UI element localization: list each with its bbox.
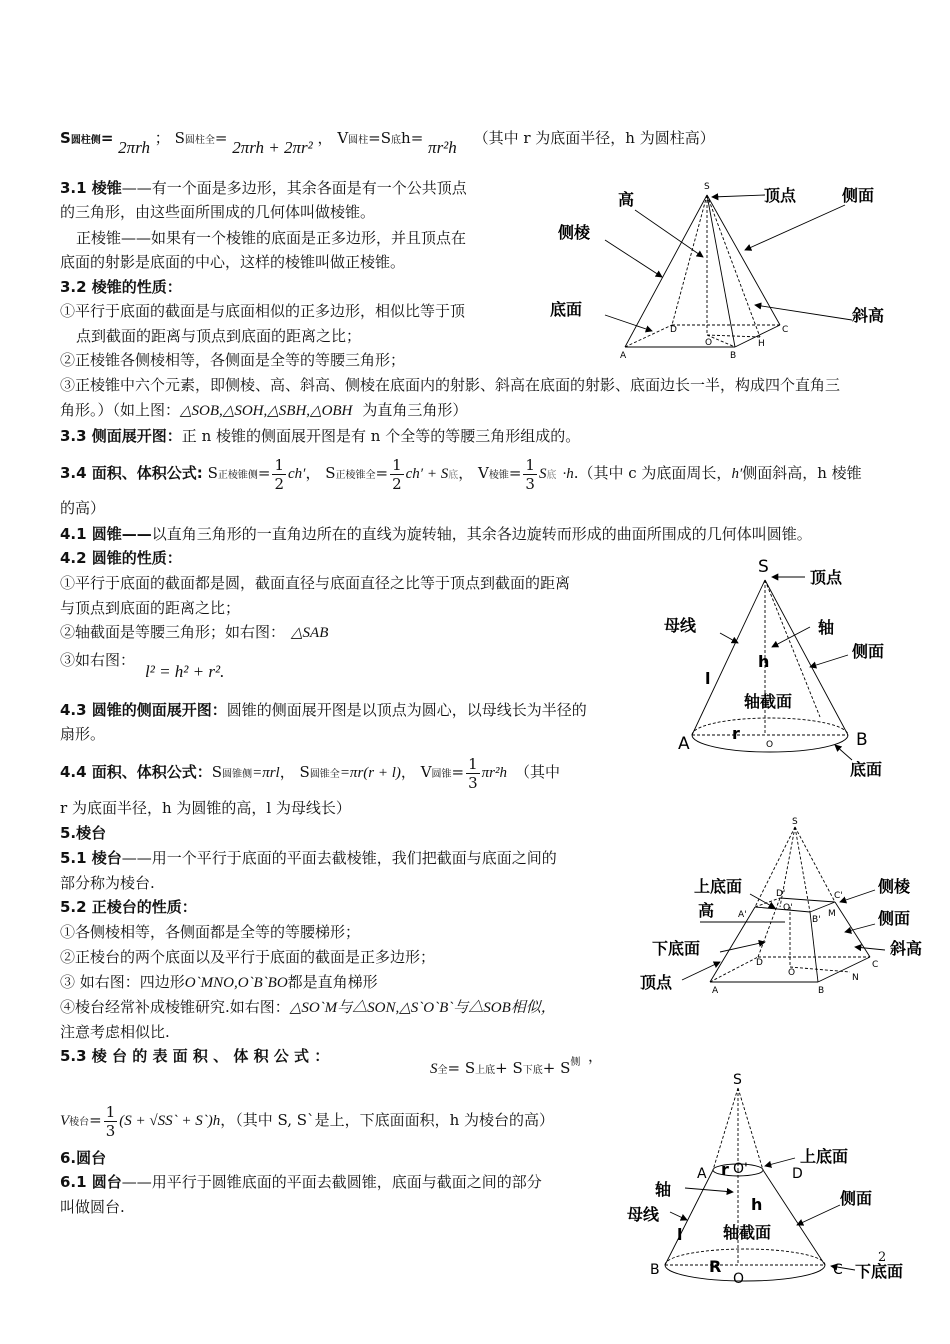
label-lateral-face: 侧面	[852, 642, 885, 661]
s44-v-sub: 圆锥	[431, 769, 452, 780]
frac-num: 1	[525, 455, 535, 474]
s41-title: 4.1 圆锥——	[60, 525, 152, 543]
s34-ch2: ch′ + S	[405, 466, 449, 482]
label-Ap: A'	[738, 910, 747, 920]
v-value: πr²h	[428, 138, 457, 157]
f-plus: + S	[495, 1059, 523, 1077]
eq-sign: =	[89, 1111, 102, 1129]
label-l: l	[677, 1225, 683, 1244]
cylinder-note: （其中 r 为底面半径，h 为圆柱高）	[473, 129, 715, 147]
s43-title: 4.3 圆锥的侧面展开图：	[60, 701, 227, 719]
label-H: H	[758, 339, 765, 349]
separator: ，	[317, 129, 333, 147]
fraction-third	[466, 755, 480, 792]
f-plus2: + S	[542, 1059, 571, 1077]
separator: ，	[400, 763, 416, 781]
label-B: B	[730, 351, 737, 361]
label-lateral-face: 侧面	[842, 186, 875, 205]
f-s: S	[430, 1061, 438, 1077]
label-C: C	[872, 960, 879, 970]
label-A: A	[678, 734, 690, 754]
label-A: A	[712, 986, 719, 996]
s32-p2: ②正棱锥各侧棱相等，各侧面是全等的等腰三角形；	[60, 351, 406, 369]
s-all-value: 2πrh + 2πr²	[232, 138, 313, 157]
s43-text1: 圆锥的侧面展开图是以顶点为圆心，以母线长为半径的	[226, 701, 587, 719]
label-Cp: C'	[834, 891, 843, 901]
fraction-third	[523, 456, 537, 493]
s52-p3-math: O`MNO,O`B`BO	[184, 975, 288, 991]
label-Op: O'	[733, 1161, 748, 1177]
s44-s2: S	[299, 763, 310, 781]
label-r: r	[732, 724, 740, 743]
s61-line1	[60, 1172, 542, 1192]
label-O: O	[733, 1271, 745, 1287]
s44-s1-sub: 圆锥侧	[222, 769, 253, 780]
s34-v-sub: 棱锥	[488, 470, 509, 481]
frac-num: 1	[392, 455, 402, 474]
s34-s2-sub2: 底	[448, 470, 459, 481]
label-base: 底面	[850, 760, 883, 779]
v-body: (S + √SS` + S`)h	[119, 1113, 221, 1129]
label-height: 高	[698, 901, 715, 920]
s42-p1a: ①平行于底面的截面都是圆，截面直径与底面直径之比等于顶点到截面的距离	[60, 574, 571, 592]
separator: ；	[154, 129, 170, 147]
label-A: A	[697, 1166, 707, 1182]
label-r: r	[721, 1160, 729, 1179]
s31-title: 3.1 棱锥	[60, 179, 122, 197]
label-C: C	[782, 325, 789, 335]
s61-title: 6.1 圆台	[60, 1173, 122, 1191]
s33-text: 正 n 棱锥的侧面展开图是有 n 个全等的等腰三角形组成的。	[181, 427, 581, 445]
f-s-sub: 全	[437, 1065, 448, 1076]
s52-p3-post: 都是直角梯形	[287, 973, 378, 991]
s32-p3b-math: △SOB,△SOH,△SBH,△OBH	[180, 403, 353, 419]
frac-num: 1	[105, 1102, 116, 1121]
s32-p3a: ③正棱锥中六个元素，即侧棱、高、斜高、侧棱在底面内的射影、斜高在底面的射影、底面边长一半，构成四个直角三	[60, 376, 841, 394]
s61-text1: ——用平行于圆锥底面的平面去截圆锥，底面与截面之间的部分	[121, 1173, 542, 1191]
label-S: S	[758, 557, 769, 577]
s53-comma: ，	[588, 1047, 604, 1065]
fraction-half	[390, 456, 404, 493]
s44-s1: S	[211, 763, 223, 781]
f-s1: 上底	[475, 1065, 496, 1076]
s34-tail3: 的高）	[60, 499, 106, 517]
s33-title: 3.3 侧面展开图：	[60, 427, 182, 445]
label-axis: 轴	[818, 618, 835, 637]
s34-tail2: 侧面斜高，h 棱锥	[742, 464, 862, 482]
s-all-label: S	[174, 129, 185, 147]
s31-text1: ——有一个面是多边形，其余各面是有一个公共顶点	[121, 179, 467, 197]
s5-title: 5.棱台	[60, 824, 107, 842]
s34-s1: S	[207, 464, 218, 482]
s44-s2-sub: 圆锥全	[309, 769, 340, 780]
separator: ，	[458, 464, 474, 482]
s52-p4-pre: ④棱台经常补成棱锥研究.如右图：	[60, 998, 290, 1016]
s34-line	[60, 454, 862, 495]
s32-title: 3.2 棱锥的性质：	[60, 278, 182, 296]
eq-sign: =	[257, 464, 271, 482]
label-R: R	[709, 1257, 722, 1276]
label-A: A	[620, 351, 627, 361]
label-generatrix: 母线	[627, 1205, 660, 1224]
s33-line	[60, 426, 580, 446]
s53-volume-formula	[60, 1100, 554, 1143]
s34-v: V	[478, 464, 489, 482]
eq-sign: =	[451, 763, 465, 781]
f-s3: 侧	[570, 1057, 581, 1068]
v-note: ，（其中 S, S`是上，下底面面积，h 为棱台的高）	[220, 1111, 555, 1129]
s42-p2: ②轴截面是等腰三角形；如右图：	[60, 623, 286, 641]
s51-text2: 部分称为棱台.	[60, 874, 155, 892]
fraction-half	[272, 456, 286, 493]
label-B: B	[856, 730, 868, 750]
s52-p2: ②正棱台的两个底面以及平行于底面的截面是正多边形；	[60, 948, 436, 966]
frac-num: 1	[274, 455, 284, 474]
s31-text2: 的三角形，由这些面所围成的几何体叫做棱锥。	[60, 203, 376, 221]
s44-line2: r 为底面半径，h 为圆锥的高，l 为母线长）	[60, 799, 351, 817]
s44-s1-val: =πrl	[252, 765, 280, 781]
s42-p2-math: △SAB	[291, 625, 329, 641]
v-v: V	[60, 1113, 70, 1129]
label-vertex: 顶点	[640, 973, 673, 992]
v-sub2: 底	[391, 135, 402, 146]
s6-title: 6.圆台	[60, 1149, 107, 1167]
s34-s1-sub: 正棱锥侧	[217, 470, 258, 481]
s42-p1b: 与顶点到底面的距离之比；	[60, 599, 241, 617]
s52-p4b: 注意考虑相似比.	[60, 1023, 170, 1041]
s41-text: 以直角三角形的一直角边所在的直线为旋转轴，其余各边旋转而形成的曲面所围成的几何体叫圆锥。	[151, 525, 812, 543]
eq-sign: =	[214, 129, 228, 147]
s52-p4-math: △SO`M与△SON,△S`O`B`与△SOB相似，	[289, 1000, 556, 1016]
label-upper-base: 上底面	[694, 877, 743, 896]
s53-title: 5.3 棱 台 的 表 面 积 、 体 积 公 式 ：	[60, 1047, 330, 1065]
s52-p1: ①各侧棱相等，各侧面都是全等的等腰梯形；	[60, 923, 361, 941]
s51-title: 5.1 棱台	[60, 849, 122, 867]
label-base: 底面	[550, 300, 583, 319]
v-sub: 棱台	[69, 1117, 90, 1128]
frac-den: 3	[468, 773, 478, 792]
s44-tail: （其中	[515, 763, 561, 781]
s-side-label: S	[60, 129, 71, 147]
label-B: B	[650, 1262, 660, 1278]
label-l: l	[705, 669, 711, 688]
s44-v: V	[420, 763, 432, 781]
s34-title: 3.4 面积、体积公式:	[60, 464, 203, 482]
label-axial-section: 轴截面	[723, 1223, 772, 1242]
label-h: h	[751, 1195, 763, 1214]
s-side-sub: 圆柱侧	[70, 135, 101, 146]
s34-hp: h′	[731, 466, 743, 482]
label-S: S	[733, 1072, 742, 1088]
label-axis: 轴	[655, 1180, 672, 1199]
s34-tail: .（其中 c 为底面周长，	[573, 464, 732, 482]
label-O: O	[766, 740, 774, 750]
frac-den: 3	[525, 474, 535, 493]
label-slant-height: 斜高	[890, 939, 923, 958]
s51-line1	[60, 848, 557, 868]
s44-title: 4.4 面积、体积公式：	[60, 763, 212, 781]
s41-line	[60, 524, 812, 544]
v-sub: 圆柱	[348, 135, 369, 146]
s42-p3-math: l² = h² + r².	[145, 662, 225, 681]
label-height: 高	[618, 190, 635, 209]
s44-line	[60, 752, 560, 795]
s32-p1a: ①平行于底面的截面是与底面相似的正多边形，相似比等于顶	[60, 302, 466, 320]
frac-den: 2	[274, 474, 284, 493]
cylinder-formula-line	[60, 128, 715, 157]
label-lateral-face: 侧面	[840, 1189, 873, 1208]
separator: ，	[305, 464, 321, 482]
label-B: B	[818, 986, 825, 996]
page-number: 2	[878, 1250, 887, 1265]
label-Bp: B'	[812, 915, 821, 925]
eq-sign: =	[375, 464, 389, 482]
pyramid-figure	[540, 175, 910, 370]
label-Op: O'	[783, 903, 793, 913]
eq-sign: =	[100, 129, 114, 147]
s32-p3b-pre: 角形。）（如上图：	[60, 401, 181, 419]
label-O: O	[788, 968, 796, 978]
s32-p3b	[60, 400, 467, 421]
label-slant-height: 斜高	[852, 306, 885, 325]
eq-sign: =	[508, 464, 522, 482]
s31-line1	[60, 178, 467, 198]
s32-p1b: 点到截面的距离与顶点到底面的距离之比；	[76, 327, 362, 345]
f-s2: 下底	[522, 1065, 543, 1076]
separator: ，	[279, 763, 295, 781]
fraction-third	[104, 1103, 118, 1140]
s61-text2: 叫做圆台.	[60, 1198, 125, 1216]
s44-v-val: πr²h	[481, 765, 508, 781]
s42-title: 4.2 圆锥的性质：	[60, 549, 182, 567]
label-generatrix: 母线	[664, 616, 697, 635]
v-h: h=	[401, 129, 424, 147]
label-D: D	[756, 958, 763, 968]
label-Dp: D'	[776, 889, 786, 899]
s34-vs: S	[538, 466, 547, 482]
s42-p3: ③如右图：	[60, 651, 136, 669]
s52-p3-pre: ③ 如右图：四边形	[60, 973, 185, 991]
v-eq: =S	[368, 129, 392, 147]
s34-ch: ch′	[287, 466, 306, 482]
label-vertex: 顶点	[810, 568, 843, 587]
frustum-pyramid-figure	[640, 812, 940, 1002]
frac-den: 3	[105, 1121, 116, 1140]
label-h: h	[758, 652, 770, 671]
s52-p4	[60, 997, 556, 1018]
s34-s2-sub: 正棱锥全	[335, 470, 376, 481]
label-M: M	[828, 909, 836, 919]
label-S: S	[704, 182, 710, 192]
label-lateral-edge: 侧棱	[878, 877, 911, 896]
s-all-sub: 圆柱全	[184, 135, 215, 146]
arrow	[635, 210, 703, 257]
label-axial-section: 轴截面	[744, 692, 793, 711]
label-C: C	[833, 1262, 843, 1278]
label-lateral-edge: 侧棱	[558, 223, 591, 242]
label-vertex: 顶点	[764, 186, 797, 205]
label-S: S	[792, 817, 798, 827]
s31-text3: 正棱锥——如果有一个棱锥的底面是正多边形，并且顶点在	[76, 229, 467, 247]
s52-title: 5.2 正棱台的性质：	[60, 898, 197, 916]
s34-s2: S	[325, 464, 336, 482]
label-O: O	[705, 338, 713, 348]
label-D: D	[792, 1166, 803, 1182]
frac-den: 2	[392, 474, 402, 493]
cone-figure	[660, 555, 920, 785]
s51-text1: ——用一个平行于底面的平面去截棱锥，我们把截面与底面之间的	[121, 849, 557, 867]
s34-vh: ·h	[562, 466, 574, 482]
v-label: V	[337, 129, 349, 147]
s43-text2: 扇形。	[60, 725, 106, 743]
f-s-val: = S	[447, 1059, 476, 1077]
s32-p3b-post: 为直角三角形）	[362, 401, 468, 419]
frac-num: 1	[468, 754, 478, 773]
s31-text4: 底面的射影是底面的中心，这样的棱锥叫做正棱锥。	[60, 253, 406, 271]
s44-s2-val: =πr(r + l)	[339, 765, 401, 781]
label-lower-base: 下底面	[855, 1262, 904, 1281]
label-N: N	[852, 973, 859, 983]
s34-v-sub2: 底	[546, 470, 557, 481]
label-lateral-face: 侧面	[878, 909, 911, 928]
s43-line1	[60, 700, 587, 720]
label-lower-base: 下底面	[652, 939, 701, 958]
s52-p3	[60, 972, 378, 993]
label-upper-base: 上底面	[800, 1147, 849, 1166]
s53-area-formula	[430, 1058, 580, 1081]
label-D: D	[670, 325, 677, 335]
s-side-value: 2πrh	[118, 138, 150, 157]
s42-p2-line	[60, 622, 328, 643]
